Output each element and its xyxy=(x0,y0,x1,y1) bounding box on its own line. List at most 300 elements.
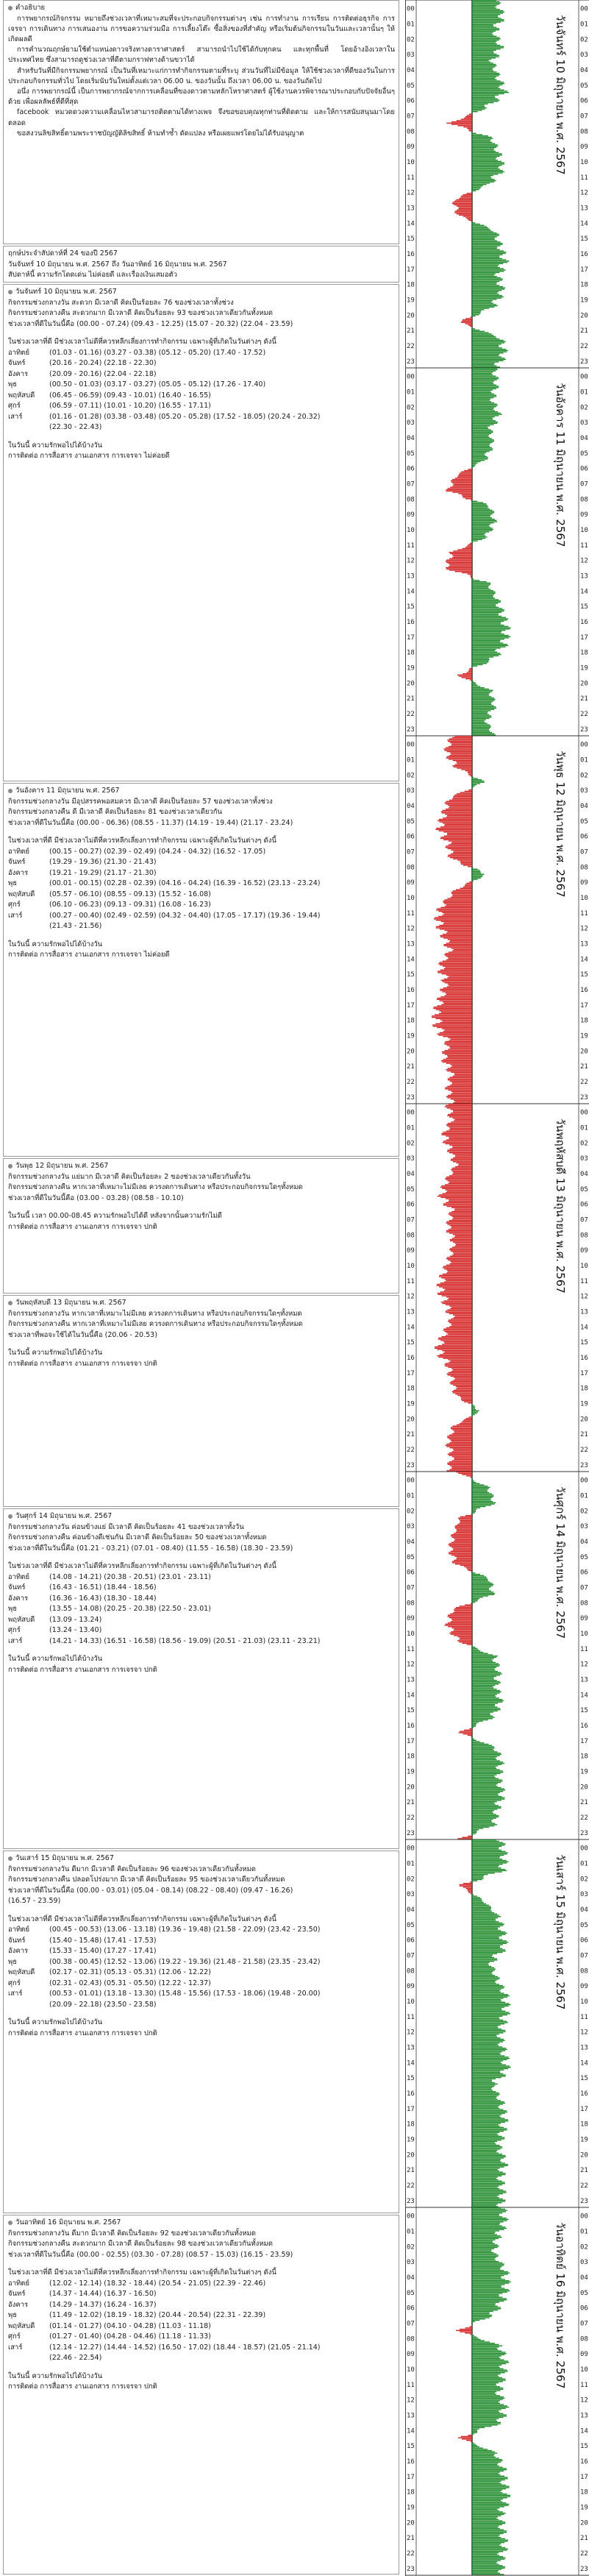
hourly-bar xyxy=(472,46,504,47)
hourly-bar xyxy=(472,2544,499,2545)
hour-tick-right: 11 xyxy=(580,2013,588,2021)
hourly-bar xyxy=(446,1135,472,1136)
hour-tick-left: 18 xyxy=(407,2488,415,2497)
hourly-bar xyxy=(472,264,499,265)
hourly-bar xyxy=(472,1714,490,1715)
hourly-bar xyxy=(472,784,476,785)
hour-tick-left: 07 xyxy=(407,2320,415,2328)
hourly-bar xyxy=(472,1487,490,1488)
hourly-bar xyxy=(455,1539,472,1540)
hourly-bar xyxy=(472,2223,500,2224)
hourly-bar xyxy=(472,1501,493,1502)
hourly-bar xyxy=(463,496,472,497)
hourly-bar xyxy=(455,571,472,572)
hourly-bar xyxy=(472,2008,501,2009)
weekday-row xyxy=(8,1572,395,1583)
hourly-bar xyxy=(439,1000,472,1001)
hourly-bar xyxy=(472,359,506,360)
day-note: ในวันนี้ ความรักพอไปได้บ้างวัน xyxy=(8,2018,103,2026)
hourly-bar xyxy=(472,2516,498,2517)
hourly-bar xyxy=(472,2452,497,2453)
hourly-bar xyxy=(472,1405,474,1406)
weekday-row xyxy=(8,1946,395,1957)
hourly-bar xyxy=(451,1376,472,1377)
hourly-bar xyxy=(472,2258,495,2259)
hourly-bar xyxy=(450,553,472,554)
hourly-bar xyxy=(472,2299,507,2300)
hourly-bar xyxy=(472,1678,494,1679)
hourly-bar xyxy=(457,1387,472,1388)
hourly-bar xyxy=(472,2263,504,2264)
hour-tick-right: 08 xyxy=(580,1232,588,1240)
hourly-bar xyxy=(472,617,506,618)
weekday-row xyxy=(8,1594,395,1605)
hourly-bar xyxy=(472,2067,511,2068)
hour-tick-right: 06 xyxy=(580,1937,588,1945)
hourly-bar xyxy=(472,2349,498,2350)
hourly-bar xyxy=(472,2159,501,2160)
hourly-bar xyxy=(472,5,497,6)
hour-tick-right: 00 xyxy=(580,5,588,13)
hourly-bar xyxy=(472,875,483,876)
hourly-bar xyxy=(472,2001,505,2002)
hourly-bar xyxy=(451,121,472,122)
hourly-bar xyxy=(472,685,477,686)
hourly-bar xyxy=(449,1145,472,1146)
hourly-bar xyxy=(441,1277,472,1278)
hourly-bar xyxy=(472,341,506,342)
hourly-bar xyxy=(472,1968,496,1969)
hourly-bar xyxy=(472,2169,498,2170)
hour-tick-left: 16 xyxy=(407,2458,415,2466)
hour-tick-left: 09 xyxy=(407,143,415,152)
hourly-bar xyxy=(447,1086,472,1087)
hour-tick-right: 11 xyxy=(580,909,588,918)
hourly-bar xyxy=(446,1624,472,1625)
day-summary-line: กิจกรรมช่วงกลางคืน ดี มีเวลาดี คิดเป็นร้อยละ 81 ของช่วงเวลาเดียวกัน xyxy=(8,808,223,816)
hourly-bar xyxy=(472,2039,504,2040)
hourly-bar xyxy=(472,260,509,261)
weekday-times: (19.21 - 19.29) (21.17 - 21.30) xyxy=(49,868,157,877)
hourly-bar xyxy=(472,1855,504,1856)
hour-tick-left: 06 xyxy=(407,1201,415,1209)
hour-tick-left: 08 xyxy=(407,128,415,136)
hourly-bar xyxy=(472,1489,488,1490)
hourly-bar xyxy=(451,1551,472,1552)
day-extra-note: การติดต่อ การสื่อสาร งานเอกสาร การเจรจา ปกติ xyxy=(8,1222,157,1231)
hourly-bar xyxy=(458,475,472,476)
hourly-bar xyxy=(472,1498,491,1499)
hourly-bar xyxy=(472,331,485,332)
hour-tick-left: 04 xyxy=(407,66,415,74)
hourly-bar xyxy=(472,1966,491,1967)
hourly-bar xyxy=(471,1893,472,1894)
hourly-bar xyxy=(462,1400,472,1401)
hourly-bar xyxy=(472,239,495,240)
day-chart-label: วันอังคาร 11 มิถุนายน พ.ศ. 2567 xyxy=(554,383,567,547)
hour-tick-right: 21 xyxy=(580,2167,588,2175)
weekday-row xyxy=(8,1979,395,1990)
hourly-bar xyxy=(472,1588,489,1589)
hour-tick-right: 08 xyxy=(580,496,588,504)
hourly-bar xyxy=(445,1029,472,1030)
hourly-bar xyxy=(472,661,488,662)
hourly-bar xyxy=(454,1377,472,1378)
hourly-bar xyxy=(444,945,472,946)
hourly-bar xyxy=(472,2131,504,2132)
hourly-bar xyxy=(472,258,502,259)
hourly-bar xyxy=(440,1022,472,1023)
hourly-bar xyxy=(452,1391,472,1392)
hour-tick-right: 05 xyxy=(580,82,588,90)
hourly-bar xyxy=(449,1617,472,1618)
weekday-times: (01.16 - 01.28) (03.38 - 03.48) (05.20 - 05.28) (17.52 - 18.05) (20.24 - 20.32) xyxy=(49,412,321,421)
hourly-bar xyxy=(457,793,472,794)
hourly-bar xyxy=(472,2037,501,2038)
hourly-bar xyxy=(457,125,472,126)
hourly-bar xyxy=(447,1097,472,1098)
hourly-bar xyxy=(472,28,499,29)
hourly-bar xyxy=(472,2418,499,2419)
hour-tick-right: 22 xyxy=(580,2550,588,2558)
weekday-times-continued: (22.30 - 22.43) xyxy=(49,423,102,431)
hourly-bar xyxy=(472,263,503,264)
hourly-bar xyxy=(472,2249,491,2250)
hourly-bar xyxy=(472,300,493,301)
hourly-bar xyxy=(472,635,509,636)
hourly-bar xyxy=(472,2408,506,2409)
hourly-bar xyxy=(472,248,497,249)
hourly-bar xyxy=(472,399,490,400)
day-note: ในวันนี้ ความรักพอไปได้บ้างวัน xyxy=(8,2371,103,2380)
hourly-bar xyxy=(472,24,493,25)
hourly-bar xyxy=(472,2442,474,2443)
hourly-bar xyxy=(472,732,492,733)
hour-tick-left: 13 xyxy=(407,572,415,581)
hourly-bar xyxy=(454,212,472,213)
hourly-bar xyxy=(444,1043,472,1044)
hourly-bar xyxy=(445,953,472,954)
hourly-bar xyxy=(472,385,496,386)
day-title: วันอังคาร 11 มิถุนายน พ.ศ. 2567 xyxy=(15,787,120,795)
hour-tick-left: 12 xyxy=(407,1293,415,1301)
hour-tick-right: 20 xyxy=(580,1784,588,1792)
hourly-bar xyxy=(465,678,472,679)
hourly-bar xyxy=(460,1516,472,1517)
hourly-bar xyxy=(472,2207,501,2208)
hourly-bar xyxy=(472,0,496,1)
hourly-bar xyxy=(449,1382,472,1383)
hour-tick-left: 14 xyxy=(407,2427,415,2435)
hourly-bar xyxy=(454,1629,472,1630)
hour-tick-left: 17 xyxy=(407,2473,415,2481)
hourly-bar xyxy=(453,1110,472,1111)
hourly-bar xyxy=(453,1111,472,1112)
hourly-bar xyxy=(472,2367,500,2368)
hour-tick-right: 23 xyxy=(580,2197,588,2205)
hour-tick-right: 03 xyxy=(580,419,588,427)
hourly-bar xyxy=(472,447,492,448)
hourly-bar xyxy=(472,1867,501,1868)
hourly-bar xyxy=(472,2202,501,2203)
hourly-bar xyxy=(437,999,472,1000)
hourly-bar xyxy=(472,451,490,452)
weekday-times-continued: (20.09 - 22.18) (23.50 - 23.58) xyxy=(49,2000,157,2009)
hour-tick-right: 23 xyxy=(580,358,588,366)
hourly-bar xyxy=(472,33,492,34)
hour-tick-right: 17 xyxy=(580,1001,588,1010)
hourly-bar xyxy=(472,664,483,665)
hourly-bar xyxy=(472,2059,507,2060)
hourly-bar xyxy=(472,352,504,353)
hourly-bar xyxy=(453,1242,472,1243)
hour-tick-right: 09 xyxy=(580,1983,588,1991)
hourly-bar xyxy=(472,432,493,433)
hourly-bar xyxy=(472,1958,497,1959)
day-section xyxy=(3,1508,399,1849)
hour-tick-left: 01 xyxy=(407,1492,415,1500)
hour-tick-right: 01 xyxy=(580,1860,588,1868)
hourly-bar xyxy=(472,2450,492,2451)
hour-tick-right: 12 xyxy=(580,1661,588,1669)
hourly-bar xyxy=(450,940,472,941)
hour-tick-left: 09 xyxy=(407,2351,415,2359)
hourly-bar xyxy=(472,1911,492,1912)
hourly-bar xyxy=(472,588,489,589)
hour-tick-right: 01 xyxy=(580,756,588,764)
hourly-bar xyxy=(472,2381,503,2382)
weekday-row xyxy=(8,1925,395,1936)
hourly-bar xyxy=(472,2488,506,2489)
hourly-bar xyxy=(454,1635,472,1636)
hourly-bar xyxy=(455,1378,472,1379)
hourly-bar xyxy=(446,956,472,957)
hourly-bar xyxy=(447,1107,472,1108)
weekday-times: (14.29 - 14.37) (16.24 - 16.37) xyxy=(49,2300,157,2309)
hourly-bar xyxy=(472,1595,488,1596)
hourly-bar xyxy=(440,907,472,908)
weekday-label: พฤหัสบดี xyxy=(8,391,35,400)
hourly-bar xyxy=(472,73,499,74)
hourly-bar xyxy=(443,966,472,967)
hourly-bar xyxy=(448,1359,472,1360)
hourly-bar xyxy=(472,2145,499,2146)
hourly-bar xyxy=(455,1154,472,1155)
hourly-bar xyxy=(472,2410,499,2411)
weekday-row xyxy=(8,1957,395,1968)
hourly-bar xyxy=(441,1185,472,1186)
hourly-bar xyxy=(454,1119,472,1120)
hourly-bar xyxy=(443,1329,472,1330)
spacer xyxy=(8,932,395,940)
hourly-bar xyxy=(472,2398,504,2399)
hourly-bar xyxy=(454,1101,472,1102)
hour-tick-left: 02 xyxy=(407,404,415,412)
hourly-bar xyxy=(452,479,472,480)
hourly-bar xyxy=(472,79,496,80)
hour-tick-right: 18 xyxy=(580,2488,588,2497)
hourly-bar xyxy=(472,2553,497,2554)
hourly-bar xyxy=(472,632,501,633)
hourly-bar xyxy=(472,288,504,289)
hourly-bar xyxy=(472,2528,500,2529)
hourly-bar xyxy=(472,530,492,531)
hourly-bar xyxy=(472,1663,499,1664)
hourly-bar xyxy=(472,501,477,502)
hourly-bar xyxy=(451,1631,472,1632)
hour-tick-left: 00 xyxy=(407,1477,415,1485)
hour-tick-left: 17 xyxy=(407,1001,415,1010)
hour-tick-left: 19 xyxy=(407,1032,415,1040)
hourly-bar xyxy=(472,60,489,61)
hourly-bar xyxy=(443,817,472,818)
hourly-bar xyxy=(472,705,494,706)
hour-tick-right: 20 xyxy=(580,1416,588,1424)
hourly-bar xyxy=(472,64,496,65)
day-summary-line: ช่วงเวลาที่พอจะใช้ได้ในวันนี้คือ (20.06 - 20.53) xyxy=(8,1330,157,1339)
hourly-bar xyxy=(472,2396,504,2397)
hourly-bar xyxy=(472,1672,501,1673)
hour-tick-left: 22 xyxy=(407,342,415,350)
hourly-bar xyxy=(472,1759,496,1760)
hourly-bar xyxy=(472,43,497,44)
hourly-bar xyxy=(472,2447,483,2448)
hourly-bar xyxy=(452,1092,472,1093)
hourly-bar xyxy=(437,1034,472,1035)
hourly-bar xyxy=(472,166,499,167)
hourly-bar xyxy=(451,753,472,754)
week-summary-section xyxy=(3,246,399,283)
weekday-label: พุธ xyxy=(8,2311,18,2319)
hourly-bar xyxy=(472,1857,499,1858)
hourly-bar xyxy=(453,1392,472,1393)
hourly-bar xyxy=(472,332,489,333)
hourly-bar xyxy=(448,1374,472,1375)
hourly-bar xyxy=(472,2524,502,2525)
hour-tick-right: 03 xyxy=(580,1155,588,1163)
hour-tick-left: 15 xyxy=(407,1707,415,1715)
hourly-bar xyxy=(467,545,472,546)
hour-tick-right: 14 xyxy=(580,1324,588,1332)
hourly-bar xyxy=(472,2214,499,2215)
hour-tick-right: 02 xyxy=(580,404,588,412)
hourly-bar xyxy=(451,1170,472,1171)
hourly-bar xyxy=(472,1982,496,1983)
hourly-bar xyxy=(472,2087,492,2088)
hourly-bar xyxy=(452,894,472,895)
day-note: การติดต่อ การสื่อสาร งานเอกสาร การเจรจา ปกติ xyxy=(8,1359,157,1368)
hourly-bar xyxy=(450,857,472,858)
hour-tick-left: 08 xyxy=(407,1232,415,1240)
hour-tick-right: 12 xyxy=(580,925,588,933)
hourly-bar xyxy=(472,1664,500,1665)
hourly-bar xyxy=(443,831,472,832)
hour-tick-right: 03 xyxy=(580,2259,588,2267)
hour-tick-right: 09 xyxy=(580,2351,588,2359)
hour-tick-left: 01 xyxy=(407,1860,415,1868)
hourly-bar xyxy=(472,382,493,383)
hourly-bar xyxy=(449,1201,472,1202)
hour-tick-right: 19 xyxy=(580,1400,588,1408)
weekday-row xyxy=(8,1615,395,1626)
hourly-bar xyxy=(472,623,501,624)
hourly-bar xyxy=(472,2280,510,2281)
hourly-bar xyxy=(432,1024,472,1025)
hourly-bar xyxy=(472,1903,486,1904)
weekday-label: อาทิตย์ xyxy=(8,1572,30,1581)
hourly-bar xyxy=(446,1296,472,1297)
hour-tick-right: 05 xyxy=(580,1553,588,1561)
weekday-label: เสาร์ xyxy=(8,1990,23,1998)
hourly-bar xyxy=(471,1603,472,1604)
hourly-bar xyxy=(472,345,499,346)
weekday-row xyxy=(8,890,395,901)
hour-tick-left: 02 xyxy=(407,772,415,780)
hour-tick-left: 15 xyxy=(407,2443,415,2451)
hourly-bar xyxy=(451,1251,472,1252)
spacer xyxy=(8,828,395,836)
hourly-bar xyxy=(472,2301,504,2302)
hourly-bar xyxy=(472,2374,498,2375)
hourly-bar xyxy=(472,2312,490,2313)
hour-tick-left: 07 xyxy=(407,1216,415,1224)
hourly-bar xyxy=(472,1480,474,1481)
hour-tick-left: 20 xyxy=(407,2151,415,2160)
hourly-bar xyxy=(472,351,507,352)
hour-tick-right: 01 xyxy=(580,21,588,29)
hourly-bar xyxy=(448,1454,472,1455)
hour-tick-right: 04 xyxy=(580,2274,588,2282)
hourly-bar xyxy=(472,867,474,868)
hour-tick-right: 09 xyxy=(580,1615,588,1623)
day-summary-line: กิจกรรมช่วงกลางวัน แย่มาก มีเวลาดี คิดเป็นร้อยละ 2 ของช่วงเวลาเดียวกันทั้งวัน xyxy=(8,1172,251,1181)
hourly-bar xyxy=(452,203,472,204)
hourly-bar xyxy=(438,1293,472,1294)
hourly-bar xyxy=(472,614,499,615)
hourly-bar xyxy=(472,1695,495,1696)
hourly-bar xyxy=(450,1064,472,1065)
hourly-bar xyxy=(443,1341,472,1342)
hourly-bar xyxy=(472,878,481,879)
hourly-bar xyxy=(472,158,496,159)
hourly-bar xyxy=(459,215,472,216)
hourly-bar xyxy=(472,2137,504,2138)
hourly-bar xyxy=(450,1261,472,1262)
hourly-bar xyxy=(472,439,494,440)
hourly-bar xyxy=(445,1445,472,1446)
hourly-bar xyxy=(472,2151,496,2152)
hourly-bar xyxy=(472,2273,510,2274)
hourly-bar xyxy=(440,935,472,936)
hourly-bar xyxy=(447,1299,472,1300)
hourly-bar xyxy=(472,1654,493,1655)
hourly-bar xyxy=(472,2233,495,2234)
hourly-bar xyxy=(445,1184,472,1185)
hourly-bar xyxy=(472,1902,484,1903)
hourly-bar xyxy=(472,1916,501,1917)
hourly-bar xyxy=(472,1745,492,1746)
hour-tick-left: 18 xyxy=(407,649,415,657)
hour-tick-right: 15 xyxy=(580,1707,588,1715)
hourly-bar xyxy=(472,458,488,459)
hourly-bar xyxy=(472,2464,497,2465)
hour-tick-left: 01 xyxy=(407,2228,415,2236)
hourly-bar xyxy=(472,1778,499,1779)
weekday-row xyxy=(8,1625,395,1636)
hourly-bar xyxy=(443,923,472,924)
hourly-bar xyxy=(472,184,487,185)
hourly-bar xyxy=(441,811,472,812)
